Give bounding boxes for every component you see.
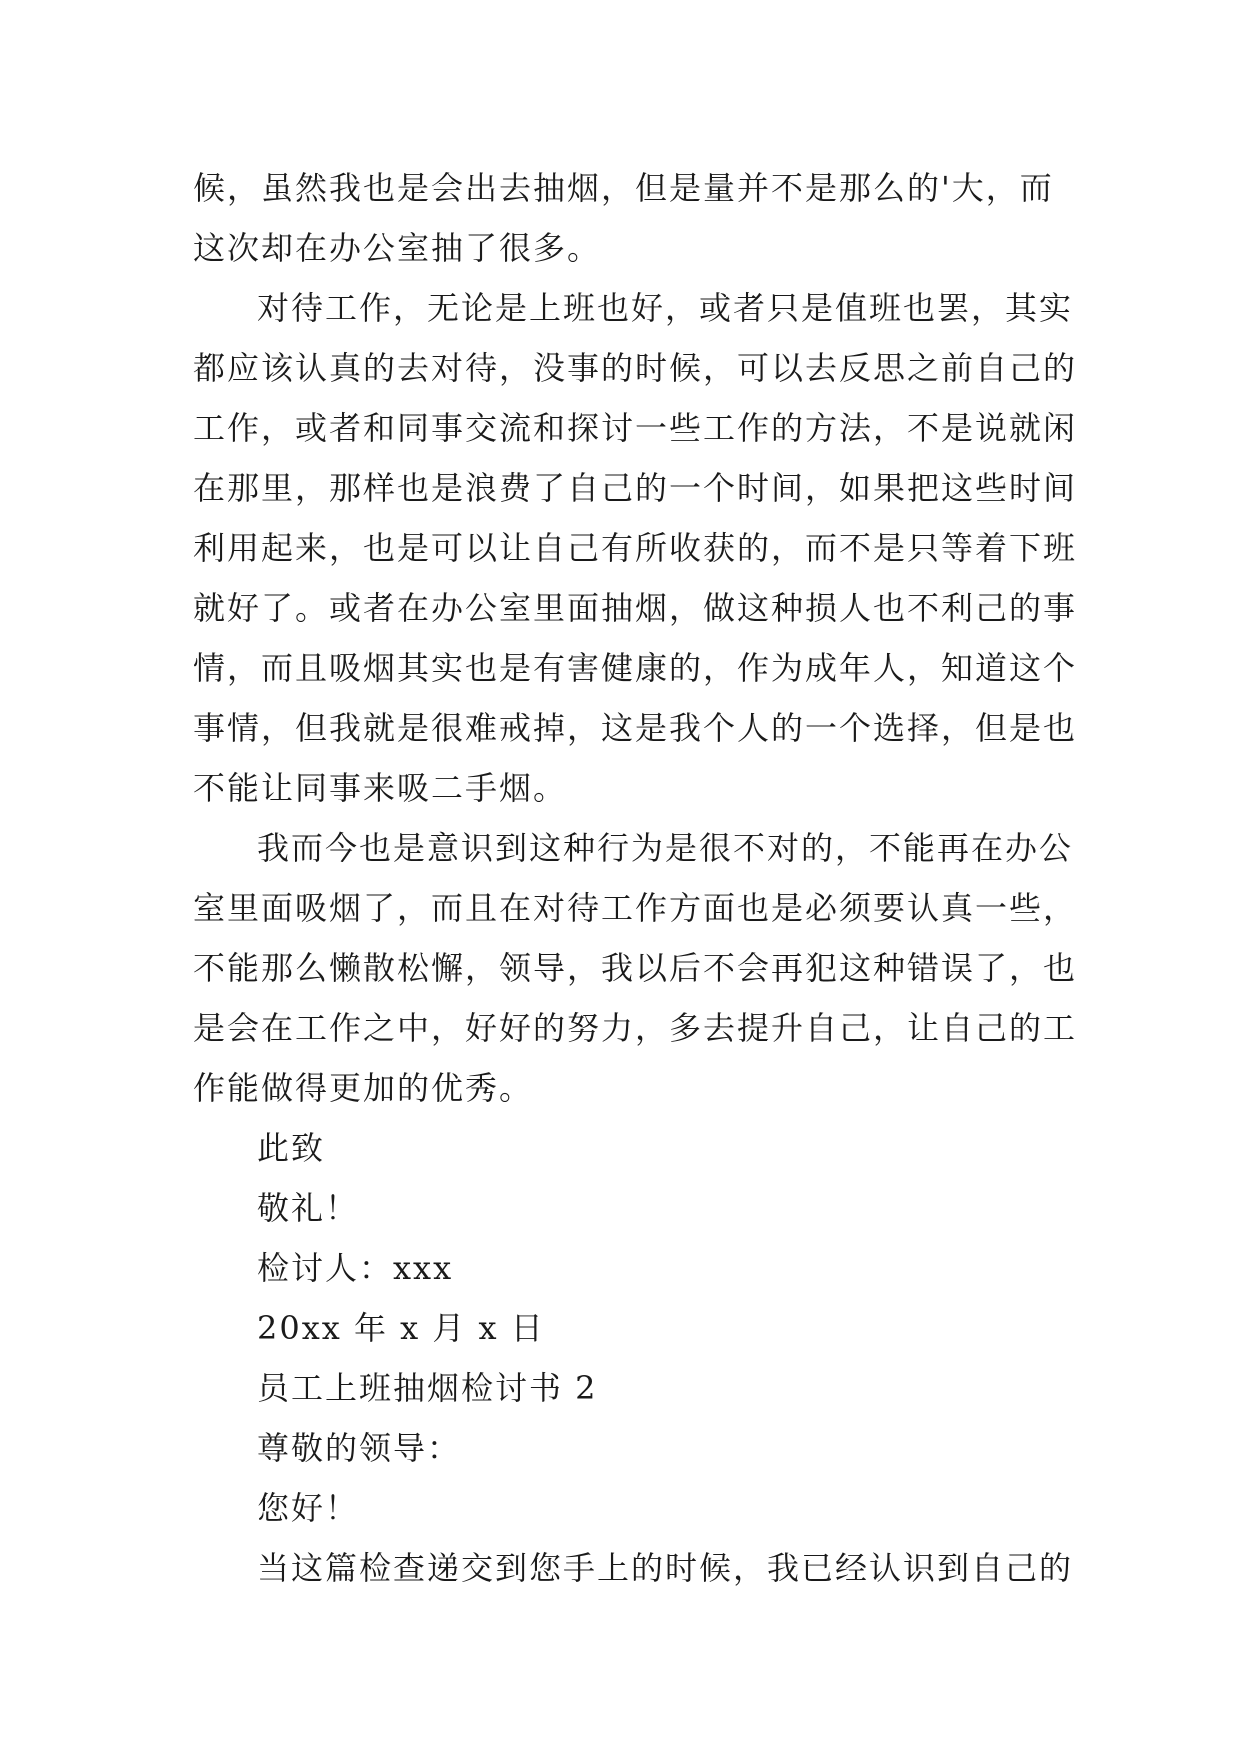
greeting-line: 您好！ [257, 1489, 360, 1527]
paragraph-start-line: 对待工作，无论是上班也好，或者只是值班也罢，其实 [257, 289, 1074, 327]
text-line: 就好了。或者在办公室里面抽烟，做这种损人也不利己的事 [193, 589, 1078, 627]
greeting-line: 尊敬的领导： [257, 1429, 462, 1467]
text-line: 不能那么懒散松懈，领导，我以后不会再犯这种错误了，也 [193, 949, 1078, 987]
text-line: 是会在工作之中，好好的努力，多去提升自己，让自己的工 [193, 1009, 1078, 1047]
date-line: 20xx 年 x 月 x 日 [257, 1309, 545, 1347]
text-line: 都应该认真的去对待，没事的时候，可以去反思之前自己的 [193, 349, 1078, 387]
text-line: 候，虽然我也是会出去抽烟，但是量并不是那么的'大，而 [193, 169, 1054, 207]
text-line: 情，而且吸烟其实也是有害健康的，作为成年人，知道这个 [193, 649, 1078, 687]
paragraph-start-line: 我而今也是意识到这种行为是很不对的，不能再在办公 [257, 829, 1074, 867]
text-line: 不能让同事来吸二手烟。 [193, 769, 568, 807]
document-body [193, 158, 1078, 1598]
signature-line: 检讨人：xxx [257, 1249, 454, 1287]
text-line: 事情，但我就是很难戒掉，这是我个人的一个选择，但是也 [193, 709, 1078, 747]
closing-salutation: 此致 [257, 1129, 326, 1167]
text-line: 室里面吸烟了，而且在对待工作方面也是必须要认真一些， [193, 889, 1078, 927]
paragraph-start-line: 当这篇检查递交到您手上的时候，我已经认识到自己的 [257, 1549, 1074, 1587]
closing-regards: 敬礼！ [257, 1189, 360, 1227]
text-line: 在那里，那样也是浪费了自己的一个时间，如果把这些时间 [193, 469, 1078, 507]
section-title: 员工上班抽烟检讨书 2 [257, 1369, 598, 1407]
text-line: 工作，或者和同事交流和探讨一些工作的方法，不是说就闲 [193, 409, 1078, 447]
text-line: 这次却在办公室抽了很多。 [193, 229, 602, 267]
text-line: 作能做得更加的优秀。 [193, 1069, 534, 1107]
text-line: 利用起来，也是可以让自己有所收获的，而不是只等着下班 [193, 529, 1078, 567]
